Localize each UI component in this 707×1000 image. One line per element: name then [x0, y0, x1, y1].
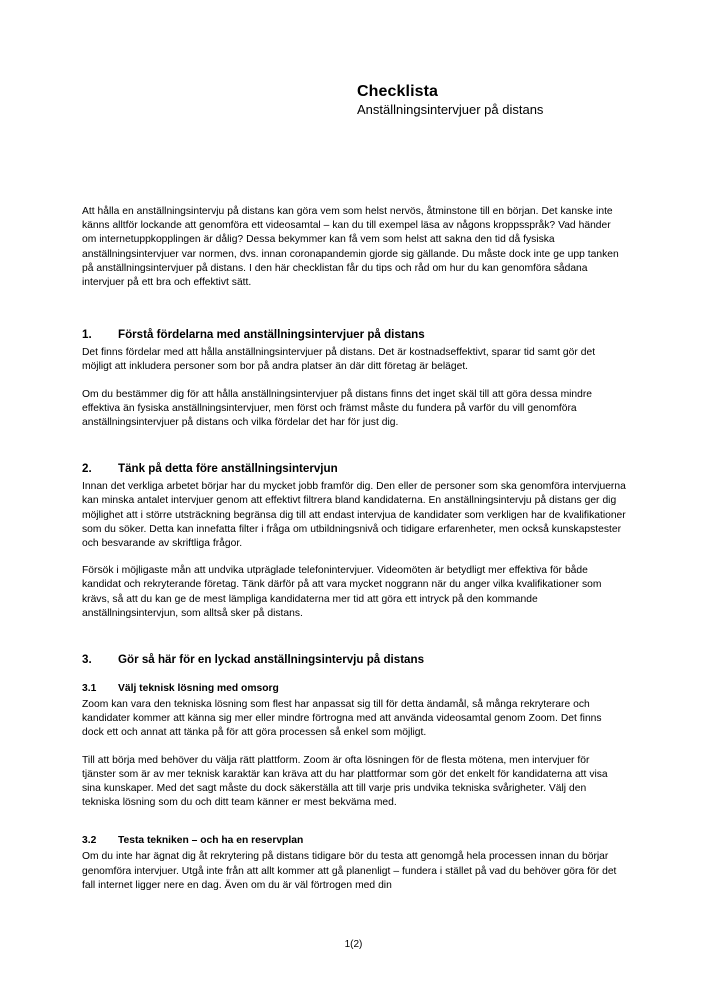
section-label-3: Gör så här för en lyckad anställningsintervju på distans	[118, 653, 425, 667]
section-label-1: Förstå fördelarna med anställningsintervjuer på distans	[118, 328, 425, 342]
section-heading-3	[82, 652, 626, 667]
document-title-block	[357, 82, 657, 118]
subsection-3-1-paragraph-1: Zoom kan vara den tekniska lösning som flest har anpassat sig till för detta ändamål, så många rekryterare och kandidater kommer att känna sig mer eller mindre förtrogna med att använda videosamtal genom Zoom. Det finns dock ett och annat att tänka på för att göra processen så enkel som möjligt.	[82, 699, 602, 739]
section-heading-2	[82, 461, 626, 476]
subsection-label-3-2: Testa tekniken – och ha en reservplan	[118, 835, 304, 847]
spacer	[82, 634, 626, 652]
page-subtitle: Anställningsintervjuer på distans	[357, 102, 544, 117]
intro-paragraph: Att hålla en anställningsintervju på distans kan göra vem som helst nervös, åtminstone till en början. Det kanske inte känns alltför lockande att genomföra ett videosamtal – kan du till exempel läsa av någons kroppsspråk? Vad händer om internetuppkopplingen är dålig? Dessa bekymmer kan få vem som helst att sakna den tid då fysiska anställningsintervjuer var normen, dvs. innan coronapandemin gjorde sig gällande. Du måste dock inte ge upp tanken på anställningsintervjuer på distans. I den här checklistan får du tips och råd om hur du kan genomföra sådana intervjuer på ett bra och effektivt sätt.	[82, 206, 619, 289]
subsection-number-3-1: 3.1	[82, 683, 97, 695]
subsection-heading-3-1	[82, 682, 626, 696]
section-label-2: Tänk på detta före anställningsintervjun	[118, 462, 338, 476]
subsection-number-3-2: 3.2	[82, 835, 97, 847]
section-number-3: 3.	[82, 653, 92, 667]
subsection-heading-3-2	[82, 834, 626, 848]
spacer	[82, 823, 626, 834]
spacer	[82, 443, 626, 461]
subsection-label-3-1: Välj teknisk lösning med omsorg	[118, 683, 279, 695]
section-number-1: 1.	[82, 328, 92, 342]
section-2-paragraph-1: Innan det verkliga arbetet börjar har du mycket jobb framför dig. Den eller de personer som ska genomföra intervjuerna kan minska antalet intervjuer genom att effektivt filtrera bland kandidaterna. En anställningsintervju på distans ger dig möjlighet att i större utsträckning begränsa dig till att endast intervjua de kandidater som verkligen har de kvalifikationer som du söker. Detta kan innefatta filter i fråga om utbildningsnivå och tidigare erfarenheter, men också kunskapstester och besvarande av skriftliga frågor.	[82, 481, 626, 550]
page-footer	[0, 938, 707, 951]
section-2-paragraph-2: Försök i möjligaste mån att undvika utpräglade telefonintervjuer. Videomöten är betydligt mer effektiva för både kandidat och rekryterande företag. Tänk därför på att vara mycket noggrann när du anger vilka kvalifikationer som krävs, så att du kan ge de mest lämpliga kandidaterna mer tid att göra ett intryck på den kommande anställningsintervjun, som alltså sker på distans.	[82, 565, 602, 619]
spacer	[82, 303, 626, 327]
section-1-paragraph-1: Det finns fördelar med att hålla anställningsintervjuer på distans. Det är kostnadseffektivt, sparar tid samt gör det möjligt att inkludera personer som bor på andra platser än där ditt företag är beläget.	[82, 347, 596, 373]
document-body	[82, 205, 626, 893]
subsection-3-1-paragraph-2: Till att börja med behöver du välja rätt plattform. Zoom är ofta lösningen för de flesta mötena, men intervjuer för tjänster som är av mer teknisk karaktär kan kräva att du har plattformar som gör det enkelt för kandidaterna att visa sina kunskaper. Med det sagt måste du dock säkerställa att till varje pris undvika tekniska svårigheter. Välj den tekniska lösning som du och ditt team känner er mest bekväma med.	[82, 754, 608, 809]
spacer	[82, 671, 626, 682]
page-title: Checklista	[357, 83, 439, 100]
section-1-paragraph-2: Om du bestämmer dig för att hålla anställningsintervjuer på distans finns det inget skäl till att göra dessa mindre effektiva än fysiska anställningsintervjuer, men först och främst måste du fundera på varför du vill genomföra anställningsintervjuer på distans och vilka fördelar det har för just dig.	[82, 388, 593, 429]
section-number-2: 2.	[82, 462, 92, 476]
subsection-3-2-paragraph-1: Om du inte har ägnat dig åt rekrytering på distans tidigare bör du testa att genomgå hela processen innan du börjar genomföra intervjuer. Utgå inte från att allt kommer att gå planenligt – fundera i stället på vad du behöver göra för det fall internet ligger nere en dag. Även om du är väl förtrogen med din	[82, 851, 617, 891]
section-heading-1	[82, 327, 626, 342]
page-number: 1(2)	[344, 939, 363, 950]
